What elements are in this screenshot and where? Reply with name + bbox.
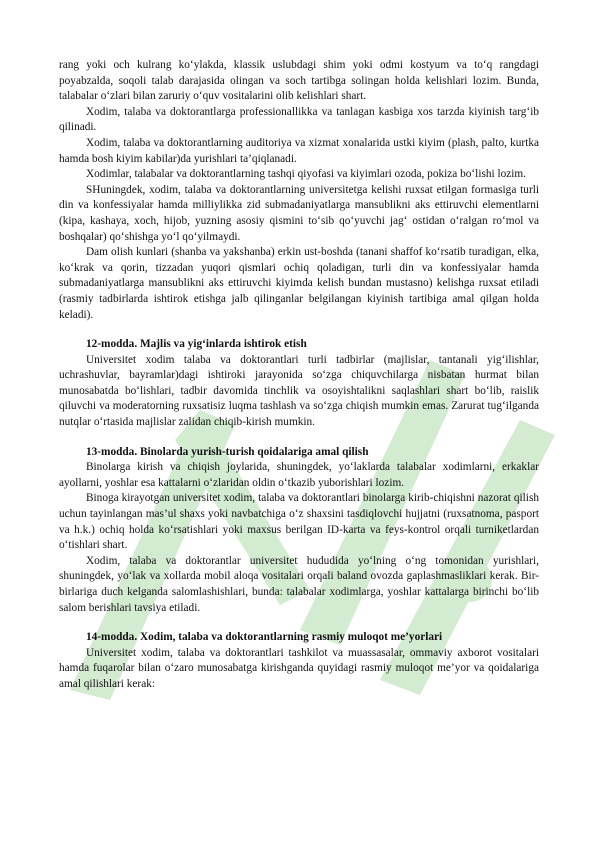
- article-12-heading: 12-modda. Majlis va yig‘inlarda ishtirok etish: [86, 338, 307, 351]
- paragraph-intro-3: Xodimlar, talabalar va doktorantlarning tashqi qiyofasi va kiyimlari ozoda, pokiza bo‘lishi lozim.: [86, 168, 527, 181]
- paragraph-intro-0: rang yoki och kulrang ko‘ylakda, klassik uslubdagi shim yoki odmi kostyum va to‘q rangdagi poyabzalda, soqoli talab darajasida olingan va soch tartibga solingan holda kelishlari lozim. Bunda, talabalar o‘zlari bilan zaruriy o‘quv vositalarini olib kelishlari shart.: [59, 59, 539, 103]
- article-12-paragraph-0: Universitet xodim talaba va doktorantlari turli tadbirlar (majlislar, tantanali yig‘ilishlar, uchrashuvlar, bayramlar)dagi ishtiroki jarayonida so‘zga chiquvchilarga nisbatan hurmat bilan munosabatda bo‘lishlari, tadbir davomida tinchlik va osoyishtalikni saqlashlari shart bo‘lib, raislik qiluvchi va moderatorning ruxsatisiz luqma tashlash va so‘zga chiqish mumkin emas. Zarurat tug‘ilganda nutqlar o‘rtasida majlislar zalidan chiqib-kirish mumkin.: [59, 353, 539, 429]
- section-gap: [59, 323, 539, 337]
- document-body: [59, 58, 539, 693]
- article-14-heading: 14-modda. Xodim, talaba va doktorantlarning rasmiy muloqot me’yorlari: [86, 631, 443, 644]
- article-13-paragraph-1: Binoga kirayotgan universitet xodim, talaba va doktorantlari binolarga kirib-chiqishni nazorat qilish uchun tayinlangan mas’ul shaxs yoki navbatchiga o‘z shaxsini tasdiqlovchi hujjatni (ruxsatnoma, pasport va h.k.) ochiq holda ko‘rsatishlari yoki maxsus berilgan ID-karta va feys-kontrol orqali turniketlardan o‘tishlari shart.: [59, 492, 539, 552]
- paragraph-intro-1: Xodim, talaba va doktorantlarga professionallikka va tanlagan kasbiga xos tarzda kiyinish targ‘ib qilinadi.: [59, 105, 539, 134]
- article-14-paragraph-0: Universitet xodim, talaba va doktorantlari tashkilot va muassasalar, ommaviy axborot vositalari hamda fuqarolar bilan o‘zaro munosabatga kirishganda quyidagi rasmiy muloqot me’yor va qoidalariga amal qilishlari kerak:: [59, 646, 539, 690]
- article-13-paragraph-0: Binolarga kirish va chiqish joylarida, shuningdek, yo‘laklarda talabalar xodimlarni, erkaklar ayollarni, yoshlar esa kattalarni o‘zlaridan oldin o‘tkazib yuborishlari lozim.: [59, 461, 539, 489]
- paragraph-intro-5: Dam olish kunlari (shanba va yakshanba) erkin ust-boshda (tanani shaffof ko‘rsatib turadigan, elka, ko‘krak va qorin, tizzadan yuqori qismlari ochiq qoladigan, turli din va konfessiyalar hamda submadaniyatlarga mansublikni aks ettiruvchi kiyimda kelish bundan mustasno) kelishga ruxsat etiladi (rasmiy tadbirlarda ishtirok etishga jalb qilinganlar belgilangan kiyinish tartibiga amal qilgan holda keladi).: [59, 246, 539, 321]
- paragraph-intro-4: SHuningdek, xodim, talaba va doktorantlarning universitetga kelishi ruxsat etilgan formasiga turli din va konfessiyalar hamda milliylikka zid submadaniyatlarga mansublikni aks ettiruvchi elementlarni (kipa, kashaya, xoch, hijob, yuzning asosiy qismini to‘sib qo‘yuvchi jag‘ ostidan o‘ralgan ro‘mol va boshqalar) qo‘shishga yo‘l qo‘yilmaydi.: [59, 183, 539, 243]
- section-gap: [59, 616, 539, 630]
- section-gap: [59, 431, 539, 445]
- article-13-heading: 13-modda. Binolarda yurish-turish qoidalariga amal qilish: [86, 445, 369, 458]
- paragraph-intro-2: Xodim, talaba va doktorantlarning auditoriya va xizmat xonalarida ustki kiyim (plash, palto, kurtka hamda bosh kiyim kabilar)da yurishlari ta’qiqlanadi.: [59, 136, 539, 165]
- article-13-paragraph-2: Xodim, talaba va doktorantlar universitet hududida yo‘lning o‘ng tomonidan yurishlari, shuningdek, yo‘lak va xollarda mobil aloqa vositalari orqali baland ovozda gaplashmasliklari kerak. Bir-birlariga duch kelganda salomlashishlari, bunda: talabalar xodimlarga, yoshlar kattalarga birinchi bo‘lib salom berishlari tavsiya etiladi.: [59, 554, 539, 614]
